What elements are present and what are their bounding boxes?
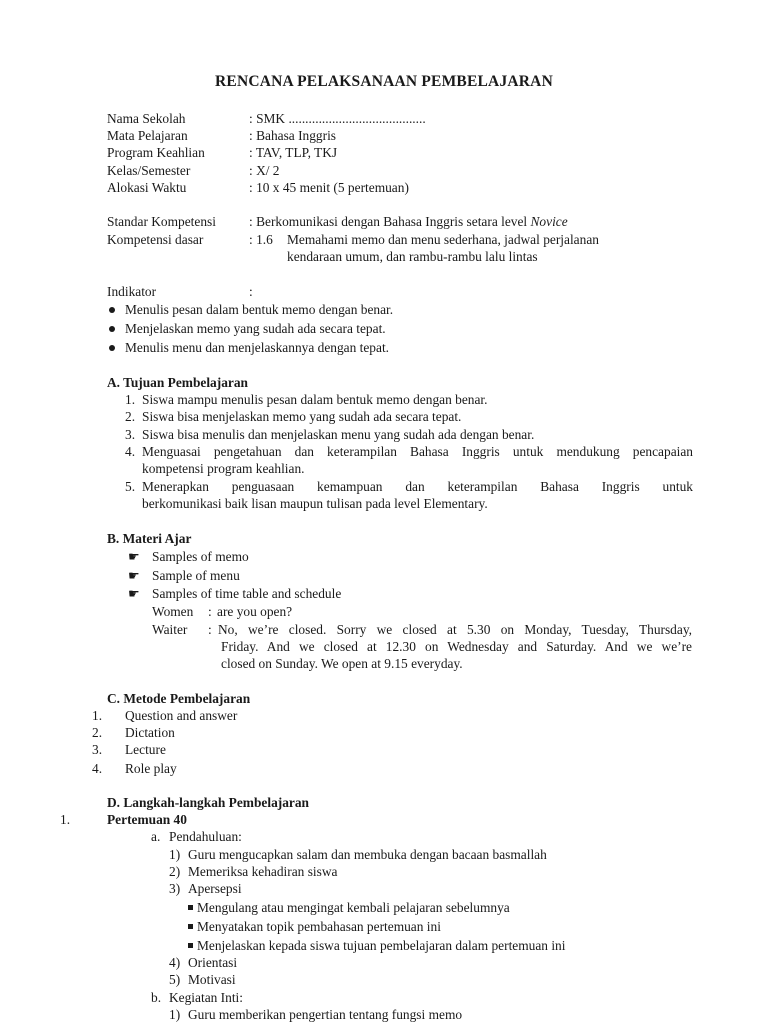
bullet-icon <box>109 326 115 332</box>
apersepsi-text: Mengulang atau mengingat kembali pelajaran sebelumnya <box>197 900 510 915</box>
pendahuluan-item: Orientasi <box>188 955 238 970</box>
kompetensi-line-2: kendaraan umum, dan rambu-rambu lalu lintas <box>287 249 538 264</box>
pointing-hand-icon: ☛ <box>128 549 140 564</box>
list-letter: a. <box>151 829 161 844</box>
label-alokasi-waktu: Alokasi Waktu <box>107 180 187 195</box>
label-standar-kompetensi: Standar Kompetensi <box>107 214 216 229</box>
pendahuluan-item: Guru mengucapkan salam dan membuka dengan bacaan basmallah <box>188 847 547 862</box>
list-number: 2) <box>169 864 181 879</box>
pertemuan-heading: Pertemuan 40 <box>107 812 187 827</box>
list-number: 4) <box>169 955 181 970</box>
tujuan-item-continued: berkomunikasi baik lisan maupun tulisan pada level Elementary. <box>142 496 488 511</box>
apersepsi-item <box>188 899 510 916</box>
list-number: 1) <box>169 1007 181 1022</box>
pendahuluan-item: Memeriksa kehadiran siswa <box>188 864 338 879</box>
label-indikator: Indikator <box>107 284 157 299</box>
list-number: 3) <box>169 881 181 896</box>
tujuan-item: Menerapkan penguasaan kemampuan dan keterampilan Bahasa Inggris untuk <box>142 479 693 494</box>
kompetensi-number: : 1.6 <box>249 232 273 247</box>
pendahuluan-item: Motivasi <box>188 972 236 987</box>
indikator-item: Menulis menu dan menjelaskannya dengan tepat. <box>125 340 390 355</box>
list-number: 5. <box>125 479 136 494</box>
metode-item: Dictation <box>125 725 175 740</box>
list-number: 3. <box>125 427 136 442</box>
section-heading-tujuan: A. Tujuan Pembelajaran <box>107 375 248 390</box>
kegiatan-inti-item: Guru memberikan pengertian tentang fungsi memo <box>188 1007 463 1022</box>
kompetensi-line-1: Memahami memo dan menu sederhana, jadwal perjalanan <box>287 232 599 247</box>
label-kompetensi-dasar: Kompetensi dasar <box>107 232 204 247</box>
label-nama-sekolah: Nama Sekolah <box>107 111 186 126</box>
dialog-colon: : <box>208 622 212 637</box>
materi-item: Sample of menu <box>152 568 240 583</box>
dialog-line: Friday. And we closed at 12.30 on Wednesday and Saturday. And we we’re <box>221 639 692 654</box>
tujuan-item: Siswa bisa menulis dan menjelaskan menu yang sudah ada dengan benar. <box>142 427 535 442</box>
list-number: 2. <box>92 725 103 740</box>
list-number: 2. <box>125 409 136 424</box>
list-number: 1) <box>169 847 181 862</box>
tujuan-item-continued: kompetensi program keahlian. <box>142 461 305 476</box>
dialog-speaker: Waiter <box>152 622 188 637</box>
materi-item: Samples of memo <box>152 549 249 564</box>
section-heading-metode: C. Metode Pembelajaran <box>107 691 251 706</box>
materi-item: Samples of time table and schedule <box>152 586 342 601</box>
section-heading-langkah: D. Langkah-langkah Pembelajaran <box>107 795 310 810</box>
page-title: RENCANA PELAKSANAAN PEMBELAJARAN <box>215 73 553 90</box>
list-number: 1. <box>92 708 103 723</box>
list-number: 4. <box>92 761 103 776</box>
apersepsi-item <box>188 918 441 935</box>
value-nama-sekolah: : SMK ......................................... <box>249 111 426 126</box>
value-mata-pelajaran: : Bahasa Inggris <box>249 128 337 143</box>
square-bullet-icon <box>188 905 193 910</box>
apersepsi-text: Menjelaskan kepada siswa tujuan pembelajaran dalam pertemuan ini <box>197 938 566 953</box>
list-number: 1. <box>60 812 71 827</box>
standar-level: Novice <box>530 214 568 229</box>
value-alokasi-waktu: : 10 x 45 menit (5 pertemuan) <box>249 180 409 195</box>
tujuan-item: Siswa bisa menjelaskan memo yang sudah ada secara tepat. <box>142 409 462 424</box>
subsection-title-kegiatan-inti: Kegiatan Inti: <box>169 990 243 1005</box>
indikator-colon: : <box>249 284 253 299</box>
value-program-keahlian: : TAV, TLP, TKJ <box>249 145 338 160</box>
list-number: 4. <box>125 444 136 459</box>
apersepsi-text: Menyatakan topik pembahasan pertemuan ini <box>197 919 441 934</box>
metode-item: Question and answer <box>125 708 238 723</box>
list-number: 3. <box>92 742 103 757</box>
apersepsi-item <box>188 937 565 954</box>
dialog-line: No, we’re closed. Sorry we closed at 5.30 on Monday, Tuesday, Thursday, <box>218 622 692 637</box>
list-letter: b. <box>151 990 162 1005</box>
tujuan-item: Menguasai pengetahuan dan keterampilan Bahasa Inggris untuk mendukung pencapaian <box>142 444 693 459</box>
metode-item: Lecture <box>125 742 166 757</box>
standar-text: : Berkomunikasi dengan Bahasa Inggris setara level <box>249 214 531 229</box>
indikator-item: Menulis pesan dalam bentuk memo dengan benar. <box>125 302 394 317</box>
dialog-line: are you open? <box>217 604 293 619</box>
pointing-hand-icon: ☛ <box>128 586 140 601</box>
tujuan-item: Siswa mampu menulis pesan dalam bentuk memo dengan benar. <box>142 392 488 407</box>
bullet-icon <box>109 345 115 351</box>
pointing-hand-icon: ☛ <box>128 568 140 583</box>
label-program-keahlian: Program Keahlian <box>107 145 205 160</box>
section-heading-materi: B. Materi Ajar <box>107 531 192 546</box>
pendahuluan-item: Apersepsi <box>188 881 242 896</box>
square-bullet-icon <box>188 924 193 929</box>
metode-item: Role play <box>125 761 177 776</box>
list-number: 5) <box>169 972 181 987</box>
subsection-title-pendahuluan: Pendahuluan: <box>169 829 242 844</box>
label-mata-pelajaran: Mata Pelajaran <box>107 128 188 143</box>
value-kelas-semester: : X/ 2 <box>249 163 280 178</box>
dialog-line: closed on Sunday. We open at 9.15 everyday. <box>221 656 463 671</box>
dialog-colon: : <box>208 604 212 619</box>
square-bullet-icon <box>188 943 193 948</box>
list-number: 1. <box>125 392 136 407</box>
indikator-item: Menjelaskan memo yang sudah ada secara tepat. <box>125 321 386 336</box>
value-standar-kompetensi <box>249 213 568 230</box>
label-kelas-semester: Kelas/Semester <box>107 163 191 178</box>
dialog-speaker: Women <box>152 604 194 619</box>
bullet-icon <box>109 307 115 313</box>
